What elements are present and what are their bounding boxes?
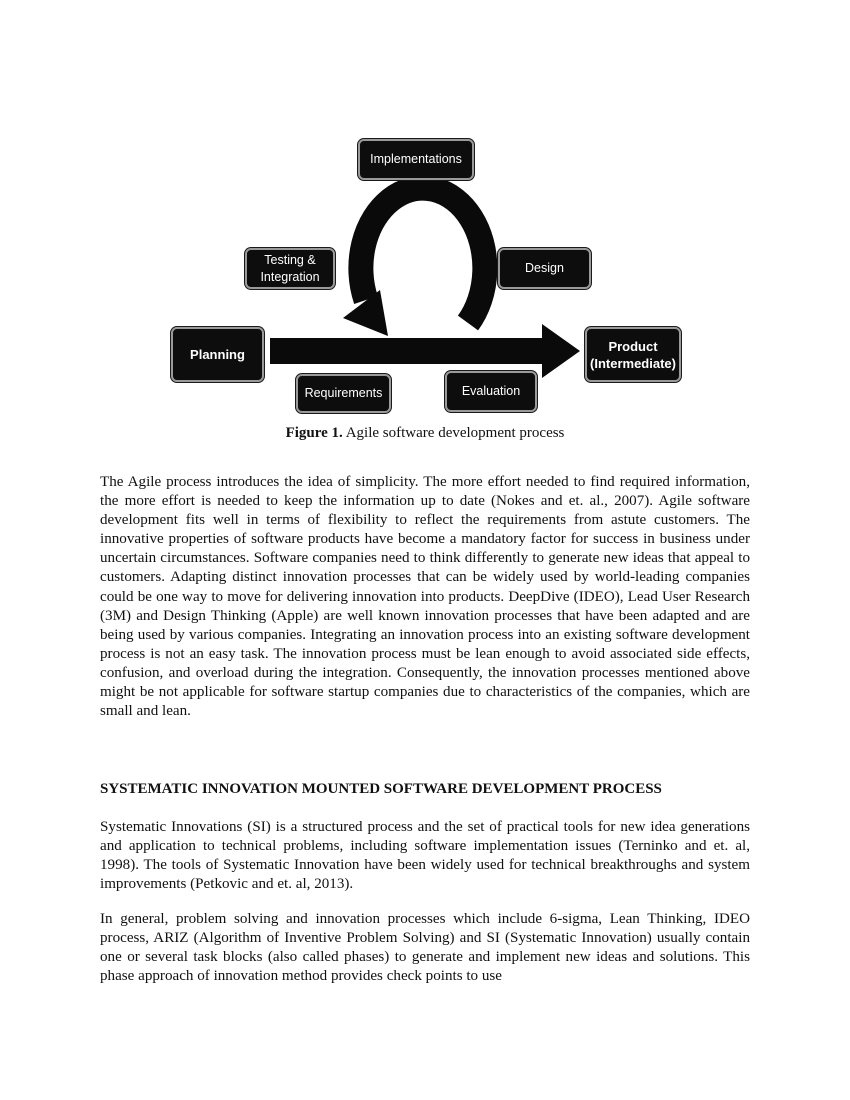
agile-process-figure	[0, 0, 850, 430]
node-requirements: Requirements	[296, 374, 391, 413]
figure-caption-label: Figure 1.	[285, 425, 343, 441]
paragraph-systematic-innovation: Systematic Innovations (SI) is a structured process and the set of practical tools for new idea generations and application to technical problems, including software implementation issues (Terninko and et. al, 1998). The tools of Systematic Innovation have been widely used for technical breakthroughs and system improvements (Petkovic and et. al, 2013).	[100, 819, 750, 893]
node-implementations: Implementations	[358, 139, 474, 180]
paragraph-innovation-phases: In general, problem solving and innovation processes which include 6-sigma, Lean Thinking, IDEO process, ARIZ (Algorithm of Inventive Problem Solving) and SI (Systematic Innovation) usually contain one or several task blocks (also called phases) to generate and implement new ideas and solutions. This phase approach of innovation method provides check points to use	[100, 911, 750, 985]
agile-diagram-arrows	[0, 0, 850, 430]
node-evaluation: Evaluation	[445, 371, 537, 412]
node-planning: Planning	[171, 327, 264, 382]
figure-caption-text: Agile software development process	[342, 425, 565, 441]
node-product-intermediate: Product (Intermediate)	[585, 327, 681, 382]
node-design: Design	[498, 248, 591, 289]
node-testing-integration: Testing & Integration	[245, 248, 335, 289]
main-flow-arrow	[270, 324, 580, 378]
figure-caption	[0, 424, 850, 442]
paragraph-agile-process: The Agile process introduces the idea of simplicity. The more effort needed to find required information, the more effort is needed to keep the information up to date (Nokes and et. al., 2007). Agile software development fits well in terms of flexibility to reflect the requirements from astute customers. The innovative properties of software products have become a mandatory factor for success in business under uncertain circumstances. Software companies need to think differently to generate new ideas that appeal to customers. Adapting distinct innovation processes that can be widely used by world-leading companies could be one way to move for delivering innovation into products. DeepDive (IDEO), Lead User Research (3M) and Design Thinking (Apple) are well known innovation processes that have been adapted and are being used by various companies. Integrating an innovation process into an existing software development process is not an easy task. The innovation process must be lean enough to avoid associated side effects, confusion, and overload during the integration. Consequently, the innovation processes mentioned above might be not applicable for software startup companies due to characteristics of the companies, which are small and lean.	[100, 474, 750, 720]
section-heading: SYSTEMATIC INNOVATION MOUNTED SOFTWARE DEVELOPMENT PROCESS	[100, 781, 662, 797]
